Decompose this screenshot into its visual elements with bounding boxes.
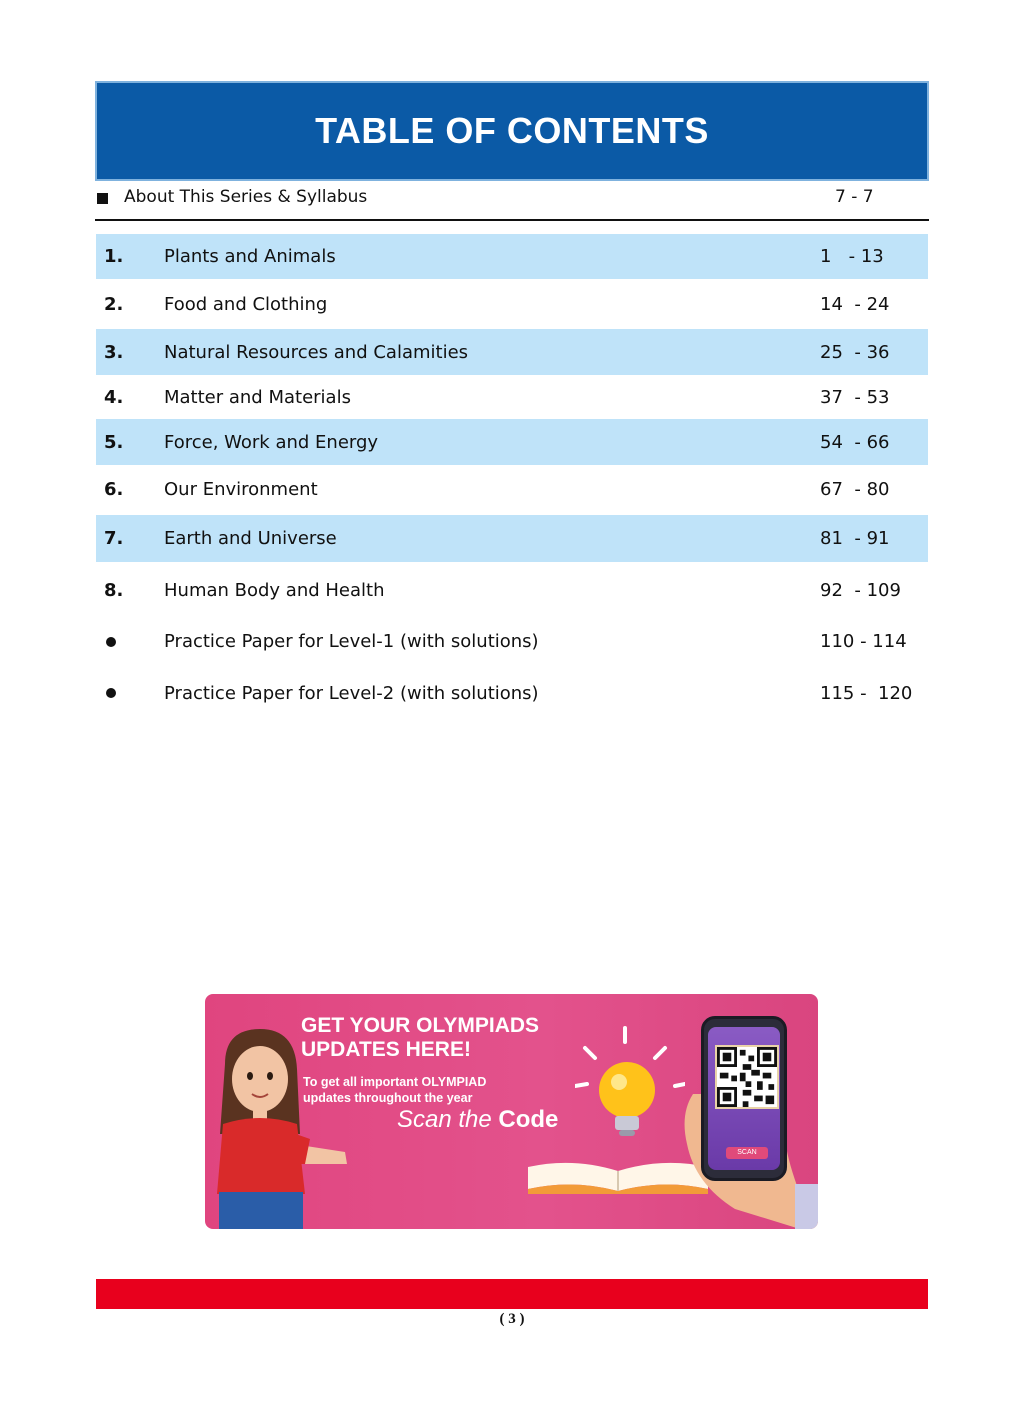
- scan-bold: Code: [498, 1106, 559, 1133]
- banner-headline-line-1: GET YOUR OLYMPIADS: [301, 1014, 540, 1037]
- chapter-title: Practice Paper for Level-2 (with solutions): [164, 683, 539, 704]
- scan-button[interactable]: SCAN: [726, 1147, 768, 1159]
- chapter-number: 2.: [104, 294, 124, 315]
- chapter-number: 8.: [104, 580, 124, 601]
- about-label: About This Series & Syllabus: [124, 187, 368, 207]
- toc-row: [96, 617, 928, 667]
- footer-bar: [96, 1279, 928, 1309]
- toc-row: [96, 419, 928, 465]
- banner-headline-line-2: UPDATES HERE!: [301, 1038, 471, 1061]
- chapter-pages: 67 - 80: [820, 479, 890, 500]
- olympiad-promo-banner[interactable]: [205, 994, 818, 1229]
- chapter-title: Earth and Universe: [164, 528, 337, 549]
- banner-subtext: [303, 1074, 533, 1106]
- toc-row: [96, 234, 928, 279]
- chapter-number: 6.: [104, 479, 124, 500]
- phone-screen: [708, 1027, 780, 1170]
- toc-header: [95, 81, 929, 181]
- chapter-pages: 92 - 109: [820, 580, 901, 601]
- toc-row: [96, 329, 928, 375]
- chapter-pages: 115 - 120: [820, 683, 913, 704]
- chapter-pages: 54 - 66: [820, 432, 890, 453]
- banner-subtext-line-2: updates throughout the year: [303, 1091, 473, 1105]
- chapter-pages: 81 - 91: [820, 528, 890, 549]
- chapter-title: Matter and Materials: [164, 387, 351, 408]
- page-title: TABLE OF CONTENTS: [315, 110, 709, 151]
- chapter-pages: 14 - 24: [820, 294, 890, 315]
- chapter-number: 3.: [104, 342, 124, 363]
- chapter-pages: 25 - 36: [820, 342, 890, 363]
- phone-mockup: [701, 1016, 787, 1181]
- round-bullet-icon: [106, 637, 116, 647]
- chapter-number: 4.: [104, 387, 124, 408]
- toc-row: [96, 466, 928, 514]
- scan-prefix: Scan the: [397, 1106, 492, 1133]
- qr-code-icon[interactable]: [715, 1045, 779, 1109]
- chapter-title: Human Body and Health: [164, 580, 385, 601]
- chapter-title: Natural Resources and Calamities: [164, 342, 469, 363]
- chapter-title: Plants and Animals: [164, 246, 336, 267]
- banner-headline: [301, 1014, 601, 1062]
- toc-row: [96, 281, 928, 327]
- scan-the-code-text: [397, 1106, 558, 1134]
- chapter-pages: 1 - 13: [820, 246, 884, 267]
- lightbulb-icon: [575, 1026, 685, 1146]
- banner-subtext-line-1: To get all important OLYMPIAD: [303, 1075, 487, 1089]
- chapter-pages: 37 - 53: [820, 387, 890, 408]
- chapter-pages: 110 - 114: [820, 631, 907, 652]
- chapter-number: 5.: [104, 432, 124, 453]
- chapter-title: Force, Work and Energy: [164, 432, 379, 453]
- about-pages: 7 - 7: [835, 187, 874, 207]
- toc-row: [96, 515, 928, 562]
- toc-row: [96, 669, 928, 719]
- chapter-title: Food and Clothing: [164, 294, 328, 315]
- chapter-number: 1.: [104, 246, 124, 267]
- about-row: [95, 183, 929, 221]
- toc-row: [96, 376, 928, 418]
- chapter-title: Practice Paper for Level-1 (with solutions): [164, 631, 539, 652]
- square-bullet-icon: [97, 193, 108, 204]
- toc-row: [96, 565, 928, 615]
- chapter-title: Our Environment: [164, 479, 318, 500]
- round-bullet-icon: [106, 688, 116, 698]
- page-number: ( 3 ): [499, 1311, 525, 1327]
- chapter-number: 7.: [104, 528, 124, 549]
